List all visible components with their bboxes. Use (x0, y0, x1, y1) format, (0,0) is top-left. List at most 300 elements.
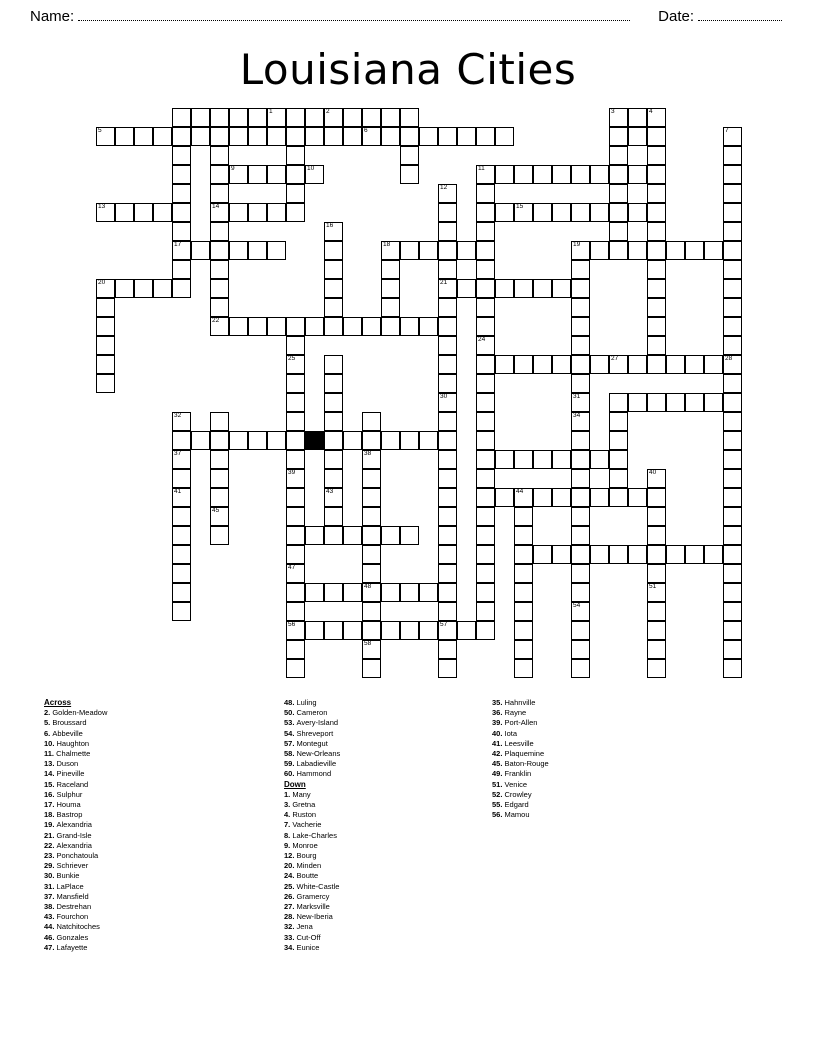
grid-cell[interactable] (666, 545, 685, 564)
grid-cell[interactable] (286, 393, 305, 412)
grid-cell[interactable] (647, 621, 666, 640)
grid-cell[interactable] (172, 526, 191, 545)
grid-cell[interactable] (324, 583, 343, 602)
grid-cell[interactable] (115, 203, 134, 222)
grid-cell[interactable] (172, 165, 191, 184)
grid-cell[interactable] (438, 602, 457, 621)
grid-cell[interactable] (476, 127, 495, 146)
grid-cell[interactable] (96, 317, 115, 336)
grid-cell[interactable] (210, 146, 229, 165)
grid-cell[interactable] (229, 165, 248, 184)
grid-cell[interactable] (362, 545, 381, 564)
grid-cell[interactable] (495, 203, 514, 222)
grid-cell[interactable] (305, 583, 324, 602)
grid-cell[interactable] (286, 450, 305, 469)
grid-cell[interactable] (533, 203, 552, 222)
grid-cell[interactable] (419, 583, 438, 602)
grid-cell[interactable] (552, 165, 571, 184)
grid-cell[interactable] (647, 583, 666, 602)
grid-cell[interactable] (647, 336, 666, 355)
grid-cell[interactable] (381, 431, 400, 450)
grid-cell[interactable] (419, 621, 438, 640)
grid-cell[interactable] (590, 545, 609, 564)
grid-cell[interactable] (210, 222, 229, 241)
grid-cell[interactable] (267, 241, 286, 260)
grid-cell[interactable] (229, 431, 248, 450)
grid-cell[interactable] (324, 469, 343, 488)
grid-cell[interactable] (647, 184, 666, 203)
grid-cell[interactable] (514, 279, 533, 298)
grid-cell[interactable] (723, 621, 742, 640)
grid-cell[interactable] (723, 602, 742, 621)
grid-cell[interactable] (476, 564, 495, 583)
grid-cell[interactable] (704, 241, 723, 260)
grid-cell[interactable] (685, 545, 704, 564)
grid-cell[interactable] (400, 108, 419, 127)
grid-cell[interactable] (286, 602, 305, 621)
grid-cell[interactable] (400, 621, 419, 640)
grid-cell[interactable] (571, 393, 590, 412)
grid-cell[interactable] (172, 564, 191, 583)
grid-cell[interactable] (571, 659, 590, 678)
grid-cell[interactable] (647, 488, 666, 507)
grid-cell[interactable] (723, 393, 742, 412)
grid-cell[interactable] (571, 450, 590, 469)
grid-cell[interactable] (609, 241, 628, 260)
grid-cell[interactable] (153, 127, 172, 146)
grid-cell[interactable] (476, 279, 495, 298)
grid-cell[interactable] (666, 241, 685, 260)
grid-cell[interactable] (438, 659, 457, 678)
grid-cell[interactable] (571, 241, 590, 260)
grid-cell[interactable] (723, 317, 742, 336)
grid-cell[interactable] (191, 108, 210, 127)
grid-cell[interactable] (172, 241, 191, 260)
grid-cell[interactable] (476, 431, 495, 450)
grid-cell[interactable] (647, 526, 666, 545)
grid-cell[interactable] (571, 431, 590, 450)
grid-cell[interactable] (191, 127, 210, 146)
grid-cell[interactable] (647, 241, 666, 260)
grid-cell[interactable] (647, 393, 666, 412)
grid-cell[interactable] (172, 583, 191, 602)
grid-cell[interactable] (96, 374, 115, 393)
grid-cell[interactable] (419, 431, 438, 450)
grid-cell[interactable] (381, 583, 400, 602)
grid-cell[interactable] (609, 469, 628, 488)
grid-cell[interactable] (419, 241, 438, 260)
grid-cell[interactable] (172, 602, 191, 621)
grid-cell[interactable] (609, 355, 628, 374)
grid-cell[interactable] (172, 507, 191, 526)
grid-cell[interactable] (723, 203, 742, 222)
grid-cell[interactable] (647, 507, 666, 526)
grid-cell[interactable] (609, 222, 628, 241)
grid-cell[interactable] (324, 526, 343, 545)
grid-cell[interactable] (723, 488, 742, 507)
grid-cell[interactable] (191, 241, 210, 260)
grid-cell[interactable] (457, 241, 476, 260)
grid-cell[interactable] (571, 507, 590, 526)
grid-cell[interactable] (628, 355, 647, 374)
grid-cell[interactable] (362, 621, 381, 640)
grid-cell[interactable] (343, 526, 362, 545)
grid-cell[interactable] (438, 241, 457, 260)
grid-cell[interactable] (723, 279, 742, 298)
grid-cell[interactable] (438, 545, 457, 564)
grid-cell[interactable] (533, 355, 552, 374)
grid-cell[interactable] (438, 564, 457, 583)
grid-cell[interactable] (571, 564, 590, 583)
grid-cell[interactable] (609, 545, 628, 564)
grid-cell[interactable] (172, 279, 191, 298)
grid-cell[interactable] (438, 393, 457, 412)
grid-cell[interactable] (438, 317, 457, 336)
grid-cell[interactable] (305, 108, 324, 127)
grid-cell[interactable] (514, 564, 533, 583)
grid-cell[interactable] (647, 469, 666, 488)
grid-cell[interactable] (172, 412, 191, 431)
grid-cell[interactable] (191, 431, 210, 450)
grid-cell[interactable] (324, 241, 343, 260)
grid-cell[interactable] (305, 431, 324, 450)
grid-cell[interactable] (400, 165, 419, 184)
grid-cell[interactable] (514, 545, 533, 564)
grid-cell[interactable] (438, 469, 457, 488)
grid-cell[interactable] (172, 488, 191, 507)
grid-cell[interactable] (438, 412, 457, 431)
grid-cell[interactable] (438, 203, 457, 222)
grid-cell[interactable] (210, 241, 229, 260)
grid-cell[interactable] (723, 545, 742, 564)
grid-cell[interactable] (324, 317, 343, 336)
crossword-grid[interactable] (58, 108, 758, 688)
grid-cell[interactable] (248, 317, 267, 336)
grid-cell[interactable] (571, 526, 590, 545)
grid-cell[interactable] (571, 203, 590, 222)
grid-cell[interactable] (172, 260, 191, 279)
grid-cell[interactable] (476, 507, 495, 526)
grid-cell[interactable] (362, 317, 381, 336)
grid-cell[interactable] (267, 317, 286, 336)
grid-cell[interactable] (96, 355, 115, 374)
grid-cell[interactable] (647, 659, 666, 678)
grid-cell[interactable] (647, 146, 666, 165)
grid-cell[interactable] (400, 526, 419, 545)
grid-cell[interactable] (362, 564, 381, 583)
grid-cell[interactable] (571, 545, 590, 564)
grid-cell[interactable] (685, 393, 704, 412)
grid-cell[interactable] (571, 412, 590, 431)
grid-cell[interactable] (362, 450, 381, 469)
grid-cell[interactable] (609, 450, 628, 469)
grid-cell[interactable] (229, 127, 248, 146)
grid-cell[interactable] (476, 317, 495, 336)
grid-cell[interactable] (115, 127, 134, 146)
grid-cell[interactable] (286, 659, 305, 678)
grid-cell[interactable] (286, 621, 305, 640)
grid-cell[interactable] (723, 298, 742, 317)
grid-cell[interactable] (438, 336, 457, 355)
grid-cell[interactable] (134, 279, 153, 298)
grid-cell[interactable] (286, 507, 305, 526)
grid-cell[interactable] (514, 488, 533, 507)
grid-cell[interactable] (438, 450, 457, 469)
grid-cell[interactable] (172, 146, 191, 165)
grid-cell[interactable] (514, 165, 533, 184)
grid-cell[interactable] (723, 640, 742, 659)
grid-cell[interactable] (514, 526, 533, 545)
grid-cell[interactable] (286, 469, 305, 488)
grid-cell[interactable] (362, 488, 381, 507)
grid-cell[interactable] (438, 526, 457, 545)
grid-cell[interactable] (476, 545, 495, 564)
grid-cell[interactable] (723, 526, 742, 545)
grid-cell[interactable] (172, 545, 191, 564)
grid-cell[interactable] (495, 127, 514, 146)
grid-cell[interactable] (210, 184, 229, 203)
grid-cell[interactable] (457, 621, 476, 640)
grid-cell[interactable] (476, 602, 495, 621)
grid-cell[interactable] (210, 260, 229, 279)
grid-cell[interactable] (704, 355, 723, 374)
grid-cell[interactable] (571, 298, 590, 317)
grid-cell[interactable] (571, 488, 590, 507)
grid-cell[interactable] (362, 469, 381, 488)
grid-cell[interactable] (571, 374, 590, 393)
date-input[interactable] (698, 9, 782, 21)
grid-cell[interactable] (533, 165, 552, 184)
grid-cell[interactable] (571, 355, 590, 374)
grid-cell[interactable] (590, 488, 609, 507)
grid-cell[interactable] (286, 412, 305, 431)
grid-cell[interactable] (495, 165, 514, 184)
grid-cell[interactable] (438, 431, 457, 450)
grid-cell[interactable] (571, 336, 590, 355)
grid-cell[interactable] (324, 298, 343, 317)
grid-cell[interactable] (305, 526, 324, 545)
grid-cell[interactable] (210, 488, 229, 507)
grid-cell[interactable] (400, 583, 419, 602)
grid-cell[interactable] (400, 241, 419, 260)
grid-cell[interactable] (286, 545, 305, 564)
grid-cell[interactable] (286, 165, 305, 184)
grid-cell[interactable] (210, 526, 229, 545)
grid-cell[interactable] (495, 279, 514, 298)
grid-cell[interactable] (229, 317, 248, 336)
grid-cell[interactable] (533, 279, 552, 298)
grid-cell[interactable] (552, 450, 571, 469)
grid-cell[interactable] (533, 488, 552, 507)
grid-cell[interactable] (552, 355, 571, 374)
grid-cell[interactable] (647, 108, 666, 127)
grid-cell[interactable] (286, 146, 305, 165)
grid-cell[interactable] (115, 279, 134, 298)
grid-cell[interactable] (153, 203, 172, 222)
grid-cell[interactable] (457, 279, 476, 298)
grid-cell[interactable] (609, 127, 628, 146)
grid-cell[interactable] (571, 621, 590, 640)
grid-cell[interactable] (438, 298, 457, 317)
grid-cell[interactable] (533, 545, 552, 564)
grid-cell[interactable] (381, 260, 400, 279)
grid-cell[interactable] (210, 165, 229, 184)
grid-cell[interactable] (514, 203, 533, 222)
grid-cell[interactable] (476, 184, 495, 203)
grid-cell[interactable] (324, 374, 343, 393)
grid-cell[interactable] (286, 431, 305, 450)
grid-cell[interactable] (495, 355, 514, 374)
grid-cell[interactable] (609, 146, 628, 165)
grid-cell[interactable] (514, 450, 533, 469)
grid-cell[interactable] (723, 659, 742, 678)
grid-cell[interactable] (210, 450, 229, 469)
grid-cell[interactable] (362, 659, 381, 678)
grid-cell[interactable] (647, 545, 666, 564)
grid-cell[interactable] (476, 260, 495, 279)
grid-cell[interactable] (476, 583, 495, 602)
grid-cell[interactable] (419, 317, 438, 336)
grid-cell[interactable] (324, 127, 343, 146)
grid-cell[interactable] (647, 260, 666, 279)
grid-cell[interactable] (134, 127, 153, 146)
grid-cell[interactable] (96, 336, 115, 355)
grid-cell[interactable] (571, 317, 590, 336)
grid-cell[interactable] (248, 203, 267, 222)
grid-cell[interactable] (647, 298, 666, 317)
grid-cell[interactable] (723, 241, 742, 260)
grid-cell[interactable] (476, 374, 495, 393)
grid-cell[interactable] (438, 222, 457, 241)
grid-cell[interactable] (723, 469, 742, 488)
grid-cell[interactable] (438, 127, 457, 146)
grid-cell[interactable] (210, 412, 229, 431)
grid-cell[interactable] (324, 507, 343, 526)
grid-cell[interactable] (609, 412, 628, 431)
grid-cell[interactable] (286, 203, 305, 222)
grid-cell[interactable] (647, 355, 666, 374)
grid-cell[interactable] (723, 450, 742, 469)
grid-cell[interactable] (723, 184, 742, 203)
grid-cell[interactable] (248, 165, 267, 184)
grid-cell[interactable] (609, 393, 628, 412)
grid-cell[interactable] (210, 431, 229, 450)
grid-cell[interactable] (210, 469, 229, 488)
grid-cell[interactable] (324, 108, 343, 127)
grid-cell[interactable] (476, 355, 495, 374)
grid-cell[interactable] (324, 621, 343, 640)
grid-cell[interactable] (305, 621, 324, 640)
grid-cell[interactable] (609, 108, 628, 127)
grid-cell[interactable] (438, 507, 457, 526)
grid-cell[interactable] (647, 127, 666, 146)
grid-cell[interactable] (419, 127, 438, 146)
grid-cell[interactable] (305, 127, 324, 146)
grid-cell[interactable] (438, 279, 457, 298)
grid-cell[interactable] (324, 393, 343, 412)
grid-cell[interactable] (476, 222, 495, 241)
grid-cell[interactable] (552, 203, 571, 222)
grid-cell[interactable] (172, 203, 191, 222)
grid-cell[interactable] (381, 108, 400, 127)
grid-cell[interactable] (438, 184, 457, 203)
grid-cell[interactable] (723, 412, 742, 431)
grid-cell[interactable] (248, 127, 267, 146)
grid-cell[interactable] (343, 108, 362, 127)
grid-cell[interactable] (647, 279, 666, 298)
grid-cell[interactable] (476, 412, 495, 431)
grid-cell[interactable] (514, 602, 533, 621)
grid-cell[interactable] (438, 488, 457, 507)
grid-cell[interactable] (324, 431, 343, 450)
grid-cell[interactable] (400, 127, 419, 146)
grid-cell[interactable] (400, 431, 419, 450)
grid-cell[interactable] (590, 203, 609, 222)
grid-cell[interactable] (514, 640, 533, 659)
grid-cell[interactable] (324, 355, 343, 374)
grid-cell[interactable] (723, 127, 742, 146)
grid-cell[interactable] (571, 165, 590, 184)
grid-cell[interactable] (647, 564, 666, 583)
grid-cell[interactable] (514, 583, 533, 602)
grid-cell[interactable] (172, 108, 191, 127)
grid-cell[interactable] (343, 431, 362, 450)
grid-cell[interactable] (267, 165, 286, 184)
grid-cell[interactable] (476, 241, 495, 260)
grid-cell[interactable] (628, 203, 647, 222)
grid-cell[interactable] (172, 450, 191, 469)
grid-cell[interactable] (628, 108, 647, 127)
grid-cell[interactable] (438, 355, 457, 374)
grid-cell[interactable] (96, 298, 115, 317)
grid-cell[interactable] (723, 583, 742, 602)
grid-cell[interactable] (305, 165, 324, 184)
grid-cell[interactable] (305, 317, 324, 336)
grid-cell[interactable] (476, 469, 495, 488)
grid-cell[interactable] (723, 374, 742, 393)
grid-cell[interactable] (286, 336, 305, 355)
grid-cell[interactable] (324, 279, 343, 298)
grid-cell[interactable] (533, 450, 552, 469)
grid-cell[interactable] (647, 640, 666, 659)
grid-cell[interactable] (476, 298, 495, 317)
grid-cell[interactable] (476, 621, 495, 640)
grid-cell[interactable] (286, 564, 305, 583)
grid-cell[interactable] (381, 317, 400, 336)
grid-cell[interactable] (723, 222, 742, 241)
grid-cell[interactable] (248, 108, 267, 127)
grid-cell[interactable] (571, 260, 590, 279)
grid-cell[interactable] (324, 450, 343, 469)
grid-cell[interactable] (571, 583, 590, 602)
grid-cell[interactable] (628, 488, 647, 507)
grid-cell[interactable] (134, 203, 153, 222)
grid-cell[interactable] (495, 488, 514, 507)
grid-cell[interactable] (590, 241, 609, 260)
grid-cell[interactable] (210, 108, 229, 127)
grid-cell[interactable] (628, 127, 647, 146)
grid-cell[interactable] (476, 488, 495, 507)
grid-cell[interactable] (172, 127, 191, 146)
grid-cell[interactable] (552, 545, 571, 564)
grid-cell[interactable] (476, 165, 495, 184)
grid-cell[interactable] (229, 203, 248, 222)
grid-cell[interactable] (96, 127, 115, 146)
grid-cell[interactable] (514, 355, 533, 374)
grid-cell[interactable] (362, 640, 381, 659)
grid-cell[interactable] (343, 583, 362, 602)
grid-cell[interactable] (286, 374, 305, 393)
